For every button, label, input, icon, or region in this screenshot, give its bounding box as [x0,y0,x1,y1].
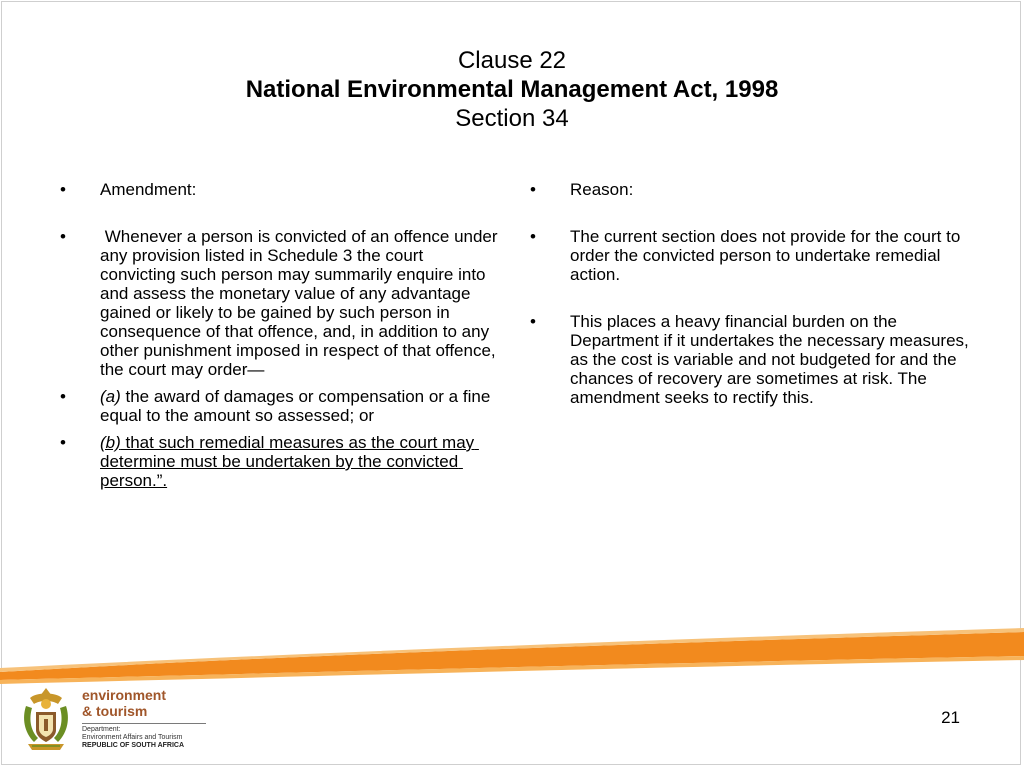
brand-tourism: & tourism [82,703,148,719]
reason-text-2: This places a heavy financial burden on the Department if it undertakes the necessary measures, as the cost is variable and not budgeted for and the chances of recovery are sometimes at risk. The amendment seeks to rectify this. [570,312,969,407]
item-b-text: that such remedial measures as the court may determine must be undertaken by the convicted person.”. [100,433,479,490]
title-act: National Environmental Management Act, 1998 [245,76,779,103]
list-item [530,180,970,199]
list-item [60,433,500,490]
footer-band [0,628,1024,688]
reason-text-1: The current section does not provide for the court to order the convicted person to undertake remedial action. [570,227,961,284]
list-item [530,312,970,407]
list-item [530,227,970,284]
slide-title [0,46,1024,133]
coat-of-arms-icon [20,684,72,754]
item-b-marker: (b) [100,433,121,452]
amendment-heading: Amendment: [100,180,197,199]
bullet-marker: • [530,227,536,246]
bullet-marker: • [530,180,536,199]
reason-heading: Reason: [570,180,634,199]
list-item [60,227,503,379]
amendment-column [60,180,503,490]
department-logo [20,684,220,756]
bullet-marker: • [60,180,66,199]
list-item [60,387,500,425]
bullet-marker: • [60,387,66,406]
list-item [60,180,500,199]
reason-column [530,180,970,407]
bullet-marker: • [60,433,66,452]
country-name: REPUBLIC OF SOUTH AFRICA [82,742,185,749]
item-a-marker: (a) [100,387,121,406]
brand-environment: environment [82,687,167,703]
divider [82,723,206,724]
title-clause: Clause 22 [457,47,567,74]
department-label: Department: [82,726,121,733]
amendment-paragraph: Whenever a person is convicted of an offence under any provision listed in Schedule 3 the court convicting such person may summarily enquire into and assess the monetary value of any advantage gained or likely to be gained by such person in consequence of that offence, and, in addition to any other punishment imposed in respect of that offence, the court may order— [100,227,503,379]
department-name: Environment Affairs and Tourism [82,734,183,741]
page-number: 21 [941,708,960,727]
title-section: Section 34 [455,105,569,132]
item-a-text: the award of damages or compensation or a fine equal to the amount so assessed; or [100,387,496,425]
bullet-marker: • [60,227,66,246]
bullet-marker: • [530,312,536,331]
